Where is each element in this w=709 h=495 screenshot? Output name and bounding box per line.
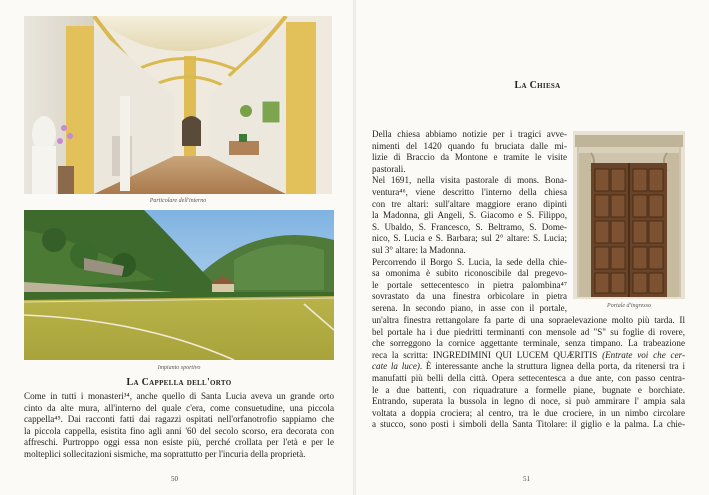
text-line: molteplici sollecitazioni sismiche, ma soprattutto per l'incuria della proprietà. — [24, 448, 306, 459]
text-line: le portale settecentesco in pietra palombina⁴⁷ — [372, 279, 567, 290]
text-line: voltata a doppia crociera; al centro, tra le due crociere, in un nimbo circolare — [372, 407, 685, 418]
interior-photo — [24, 16, 332, 194]
body-text-left — [24, 391, 334, 461]
text-line: che sorreggono la cornice aggettante terminale, senza timpano. La trabeazione — [372, 338, 685, 349]
sports-field-photo — [24, 210, 334, 360]
portal-photo — [573, 131, 685, 299]
body-text-right-wide — [372, 315, 685, 431]
text-line: Come in tutti i monasteri³⁴, anche quello di Santa Lucia aveva un grande orto — [24, 391, 334, 401]
text-line: Percorrendo il Borgo S. Lucia, la sede della chie- — [372, 256, 567, 267]
page-number-left: 50 — [171, 475, 178, 483]
text-line: con tre altari: sull'altare maggiore erano dipinti — [372, 198, 567, 209]
text-line: sovrastato da una finestra orbicolare in pietra — [372, 291, 567, 302]
text-line: lizie di Braccio da Montone e tramite le visite — [372, 152, 567, 163]
page-number-right: 51 — [523, 475, 530, 483]
text-line: affreschi. Purtroppo oggi essa non esiste più, perché crollata per l'età e per le — [24, 437, 334, 448]
text-line: Entrando, superata la bussola in legno di noce, si può ammirare l' ampia sala — [372, 396, 685, 407]
caption-portal: Portale d'ingresso — [607, 303, 651, 309]
text-line: nimenti del 1420 quando fu bruciata dalle mi- — [372, 140, 567, 151]
text-line: cappella⁴⁵. Dai racconti fatti dai ragazzi ospitati nell'orfanotrofio sappiamo che — [24, 414, 334, 425]
text-line: pastorali. — [372, 163, 406, 174]
inscription-line-2 — [372, 361, 685, 373]
text-line: le a due battenti, con riquadrature a formelle piane, bugnate e borchiate. — [372, 384, 685, 395]
heading-cappella: La Cappella dell'orto — [126, 377, 232, 388]
text-line: serena. In secondo piano, in asse con il portale, — [372, 302, 567, 313]
text-line: sul 3° altare: la Madonna. — [372, 244, 466, 255]
text-line: la piccola cappella, esistita fino agli anni '60 del secolo scorso, era decorata con — [24, 425, 334, 436]
inscription-prefix: reca la scritta: — [372, 349, 433, 360]
caption-sports: Impianto sportivo — [157, 365, 201, 371]
caption-interior: Particolare dell'interno — [149, 198, 207, 204]
heading-chiesa: La Chiesa — [514, 80, 561, 91]
text-line: manufatti più belli della città. Opera settecentesca a due ante, con passo centra- — [372, 372, 685, 383]
inscription: INGREDIMINI QUI LUCEM QUÆRITIS — [432, 349, 598, 360]
text-line: bel portale ha i due piedritti terminanti con mensole ad "S" su foglie di rovere, — [372, 326, 685, 337]
right-page — [355, 0, 709, 495]
text-line: un'altra finestra rettangolare fa parte di una sopraelevazione molto più tarda. Il — [372, 315, 685, 325]
text-line: S. Ubaldo, S. Francesco, S. Beltramo, S. Dome- — [372, 221, 567, 232]
inscription-translation-b: cate la luce) — [372, 361, 420, 372]
after-inscription: . È interessante anche la struttura lignea della porta, da ritenersi tra i — [419, 361, 685, 372]
text-line: cinto da alte mura, all'interno del quale c'era, come consuetudine, una piccola — [24, 402, 334, 413]
body-text-right-narrow — [372, 129, 567, 315]
text-line: Nel 1691, nella visita pastorale di mons. Bona- — [372, 175, 567, 186]
text-line: nico, S. Lucia e S. Barbara; sul 2° altare: S. Lucia; — [372, 233, 567, 244]
text-line: sa omonima è subito riconoscibile dal pregevo- — [372, 268, 567, 279]
text-line: ventura⁴⁶, viene descritto l'interno della chiesa — [372, 186, 567, 197]
text-line: la Madonna, gli Angeli, S. Giacomo e S. Filippo, — [372, 210, 567, 221]
left-page — [0, 0, 354, 495]
text-line: Della chiesa abbiamo notizie per i tragici avve- — [372, 129, 567, 139]
inscription-line — [372, 350, 685, 362]
text-line: a stucco, sono posti i simboli della Santa Titolare: il giglio e la palma. La chie- — [372, 419, 685, 430]
inscription-translation-a: (Entrate voi che cer- — [597, 349, 685, 360]
